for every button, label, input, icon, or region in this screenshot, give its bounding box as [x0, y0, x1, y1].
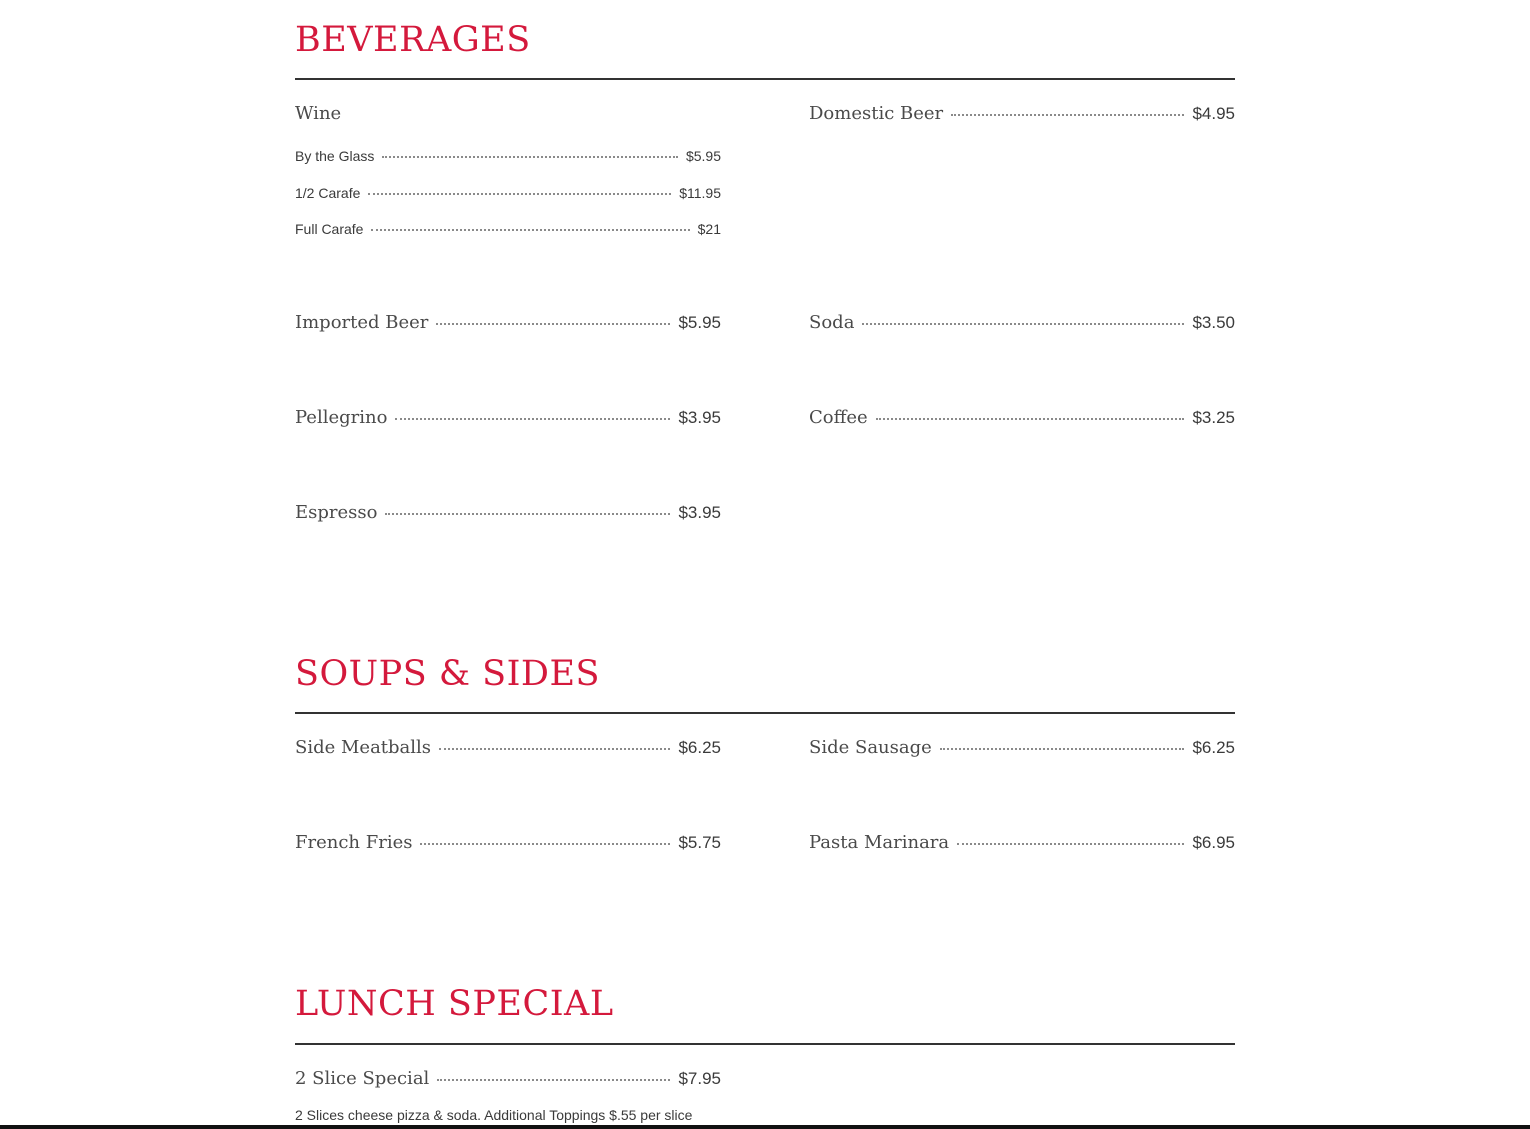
menu-item-coffee — [809, 407, 1235, 428]
item-name: Domestic Beer — [809, 103, 944, 124]
wine-label: Wine — [295, 103, 342, 124]
item-price: $6.95 — [1192, 833, 1235, 852]
item-name: Coffee — [809, 407, 868, 428]
item-name: Side Sausage — [809, 737, 932, 758]
soups-sides-title: SOUPS & SIDES — [295, 654, 600, 694]
item-name: Soda — [809, 312, 855, 333]
item-price: $3.95 — [678, 408, 721, 427]
dot-leader — [876, 418, 1185, 420]
item-price: $3.50 — [1192, 313, 1235, 332]
item-name: 2 Slice Special — [295, 1068, 430, 1089]
beverages-divider — [295, 78, 1235, 80]
dot-leader — [957, 843, 1184, 845]
menu-item-french-fries — [295, 832, 721, 853]
menu-item-wine-half-carafe — [295, 185, 721, 201]
dot-leader — [951, 114, 1184, 116]
menu-item-wine-glass — [295, 148, 721, 164]
menu-item-2-slice-special — [295, 1068, 721, 1089]
soups-sides-divider — [295, 712, 1235, 714]
bottom-edge-bar — [0, 1125, 1530, 1129]
menu-item-imported-beer — [295, 312, 721, 333]
lunch-special-title: LUNCH SPECIAL — [295, 984, 614, 1024]
item-price: $5.95 — [685, 148, 721, 164]
item-name: Imported Beer — [295, 312, 429, 333]
menu-item-soda — [809, 312, 1235, 333]
menu-item-pellegrino — [295, 407, 721, 428]
menu-item-espresso — [295, 502, 721, 523]
item-name: Pellegrino — [295, 407, 388, 428]
menu-item-side-meatballs — [295, 737, 721, 758]
item-price: $21 — [697, 221, 721, 237]
item-price: $3.25 — [1192, 408, 1235, 427]
dot-leader — [862, 323, 1184, 325]
item-name: By the Glass — [295, 148, 375, 164]
lunch-special-divider — [295, 1043, 1235, 1045]
beverages-title: BEVERAGES — [295, 20, 531, 60]
menu-item-side-sausage — [809, 737, 1235, 758]
dot-leader — [385, 513, 670, 515]
item-name: French Fries — [295, 832, 413, 853]
dot-leader — [436, 323, 670, 325]
dot-leader — [437, 1079, 670, 1081]
dot-leader — [439, 748, 670, 750]
dot-leader — [371, 229, 689, 231]
item-price: $5.75 — [678, 833, 721, 852]
item-name: Espresso — [295, 502, 378, 523]
dot-leader — [382, 156, 678, 158]
item-price: $4.95 — [1192, 104, 1235, 123]
item-price: $5.95 — [678, 313, 721, 332]
item-price: $6.25 — [1192, 738, 1235, 757]
dot-leader — [420, 843, 670, 845]
menu-item-domestic-beer — [809, 103, 1235, 124]
item-name: Pasta Marinara — [809, 832, 950, 853]
item-price: $6.25 — [678, 738, 721, 757]
menu-item-wine-full-carafe — [295, 221, 721, 237]
dot-leader — [368, 193, 671, 195]
dot-leader — [940, 748, 1185, 750]
item-name: Full Carafe — [295, 221, 364, 237]
item-price: $11.95 — [679, 185, 721, 201]
item-name: Side Meatballs — [295, 737, 432, 758]
menu-item-pasta-marinara — [809, 832, 1235, 853]
item-description: 2 Slices cheese pizza & soda. Additional Toppings $.55 per slice — [295, 1107, 693, 1123]
item-price: $3.95 — [678, 503, 721, 522]
item-name: 1/2 Carafe — [295, 185, 361, 201]
dot-leader — [395, 418, 670, 420]
item-price: $7.95 — [678, 1069, 721, 1088]
